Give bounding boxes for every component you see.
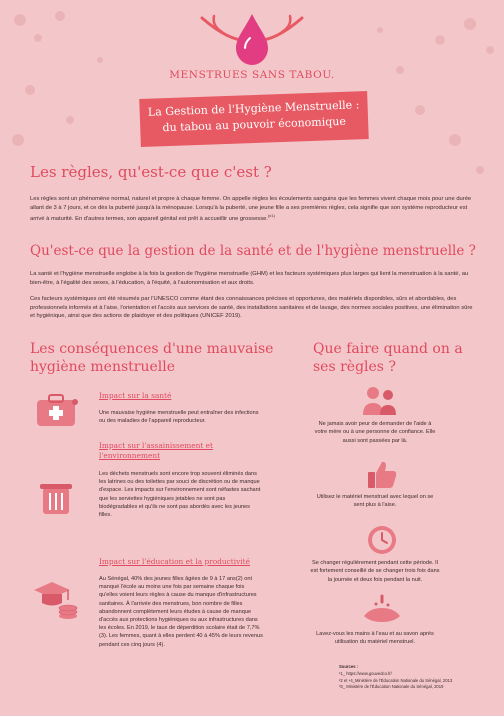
section-1-body: Les règles sont un phénomène normal, naturel et propre à chaque femme. On appelle règles les écoulements sanguins que les femmes vivent chaque mois pour une durée allant de 3 à 7 jours, et ce dès la puberté jusqu'à la ménopause. Lorsqu'à la puberté, une jeune fille a ses premières règles, cela signifie que son système reproducteur est arrivé à maturité. En d'autres termes, son appareil génital est prêt à accueillir une grossesse. <box>30 196 472 223</box>
tip-material: Utilisez le matériel menstruel avec lequel on se sent plus à l'aise. <box>316 494 434 509</box>
what-to-do-title <box>313 340 463 376</box>
sources <box>339 664 469 691</box>
source-line-1: ¹1_ https://www.gouvedco.fr/ <box>339 670 392 676</box>
hand-washing-icon <box>360 594 404 624</box>
title-banner <box>139 91 369 147</box>
clock-icon <box>365 523 399 557</box>
banner-line-1: La Gestion de l'Hygiène Menstruelle : <box>147 98 360 119</box>
sources-label: Sources : <box>339 664 359 669</box>
tip-ask-help: Ne jamais avoir peur de demander de l'aide à votre mère ou à une personne de confiance. Elle aussi sont passées par là. <box>314 421 436 444</box>
source-line-3: ³3_ Ministère de l'Éducation Nationale du Sénégal, 2019 <box>339 684 444 690</box>
section-1-title: Les règles, qu'est-ce que c'est ? <box>30 163 272 181</box>
sanitation-bin-icon <box>33 478 79 516</box>
source-line-2: ²2 et ⁴4_Ministère de l'Éducation Nationale du Sénégal, 2013 <box>339 677 453 683</box>
section-2-title: Qu'est-ce que la gestion de la santé et de l'hygiène menstruelle ? <box>30 243 476 259</box>
tip-change: Se changer régulièrement pendant cette période. Il est fortement conseillé de se changer trois fois dans la journée et deux fois pendant la nuit. <box>310 560 440 583</box>
what-to-do-title-line-2: ses règles ? <box>313 359 396 375</box>
section-1-text <box>30 195 476 224</box>
impact-health-title: Impact sur la santé <box>99 391 172 400</box>
section-1-ref: (x1) <box>267 213 275 219</box>
impact-health-text: Une mauvaise hygiène menstruelle peut entraîner des infections ou des maladies de l'appareil reproducteur. <box>99 410 259 425</box>
consequences-title-line-2: hygiène menstruelle <box>30 359 176 375</box>
section-2-text-2: Ces facteurs systémiques ont été résumés par l'UNESCO comme étant des connaissances précises et opportunes, des matériels disponibles, sûrs et abordables, des professionnels informés et à l'aise, l'orientation et l'accès aux services de santé, des installations sanitaires et de lavage, des normes sociales positives, une élimination sûre et hygiénique, ainsi que des actions de plaidoyer et des politiques (UNICEF 2019). <box>30 296 473 320</box>
tip-wash-hands: Lavez-vous les mains à l'eau et au savon après utilisation du matériel menstruel. <box>316 631 434 646</box>
what-to-do-title-line-1: Que faire quand on a <box>313 341 463 357</box>
section-2-text-1: La santé et l'hygiène menstruelle englobe à la fois la gestion de l'hygiène menstruelle (GHM) et les facteurs systémiques plus larges qui lient la menstruation à la santé, au bien-être, à l'égalité des sexes, à l'éducation, à l'équité, à l'autonomisation et aux droits. <box>30 271 469 286</box>
thumbs-up-icon <box>365 458 399 490</box>
consequences-title <box>30 340 273 376</box>
impact-education-title: Impact sur l'éducation et la productivité <box>99 557 251 566</box>
blood-drop-icon <box>192 10 312 70</box>
brand-name: MENSTRUES SANS TABOU. <box>169 69 335 81</box>
graduation-coins-icon <box>30 576 82 620</box>
impact-sanitation-title-line-1: Impact sur l'assainissement et <box>99 441 214 450</box>
conversation-icon <box>360 383 400 417</box>
first-aid-kit-icon <box>33 392 79 430</box>
logo <box>0 10 504 70</box>
consequences-title-line-1: Les conséquences d'une mauvaise <box>30 341 274 357</box>
impact-sanitation-title-line-2: l'environnement <box>99 451 161 460</box>
impact-sanitation-title <box>99 441 213 461</box>
impact-education-text: Au Sénégal, 40% des jeunes filles âgées de 9 à 17 ans(2) ont manqué l'école au moins une fois par semaine chaque fois qu'elles voient leurs règles à cause du manque d'infrastructures sanitaires. À l'arrivée des menstrues, bon nombre de filles abandonnent complètement leurs études à cause de manque d'accès aux protections hygiéniques ou aux infrastructures dans les écoles. En 2019, le taux de déperdition scolaire était de 7,7% (3). Les femmes, quant à elles perdent 40 à 45% de leurs revenus pendant ces cinq jours (4). <box>99 576 263 648</box>
impact-sanitation-text: Les déchets menstruels sont encore trop souvent éliminés dans les latrines ou des toilettes par souci de discrétion ou de manque d'espace. Les impacts sur l'environnement sont néfastes sachant que les serviettes hygiéniques jetables ne sont pas biodégradables et qu'ils ne sont pas abordés avec les jeunes filles. <box>99 471 261 519</box>
banner-line-2: du tabou au pouvoir économique <box>162 114 347 135</box>
